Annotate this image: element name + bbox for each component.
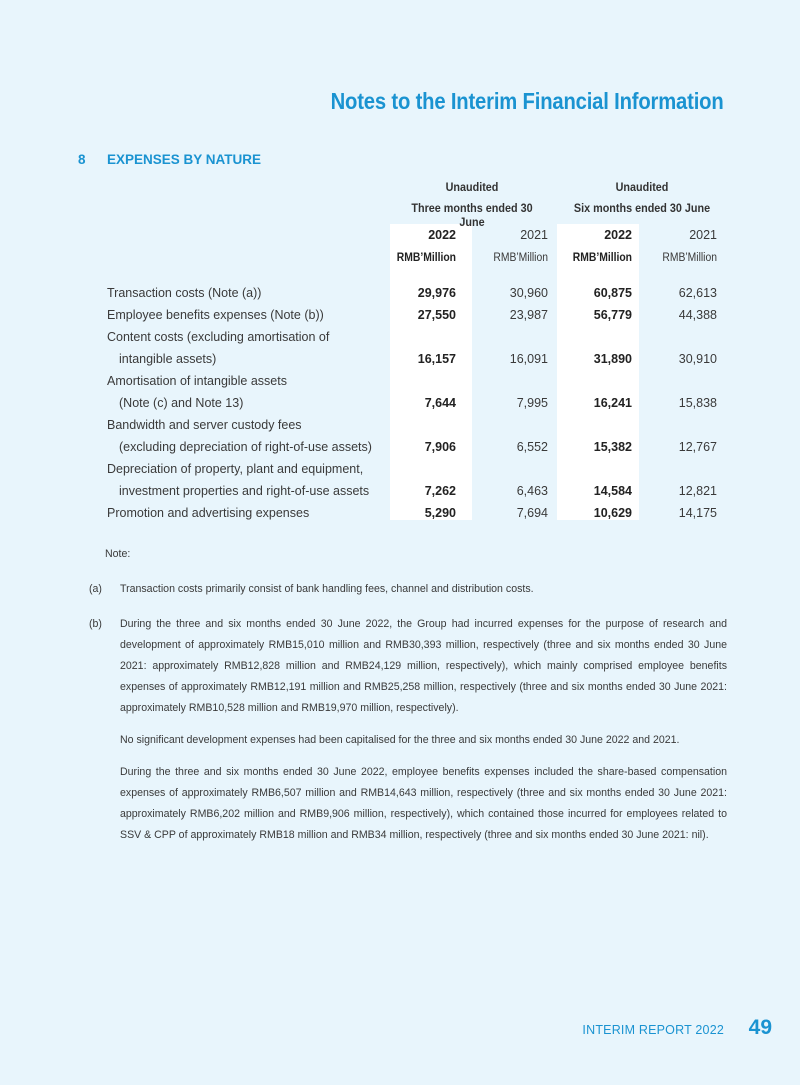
value-cell: 6,552 xyxy=(516,440,548,454)
section-number: 8 xyxy=(78,152,86,167)
group-header-three-months: Three months ended 30 June xyxy=(411,201,533,229)
unit-header: RMB’Million xyxy=(396,252,456,264)
table-row-continuation xyxy=(107,352,719,374)
table-row xyxy=(107,418,719,440)
value-cell: 7,906 xyxy=(424,440,456,454)
value-cell: 14,584 xyxy=(593,484,632,498)
value-cell: 56,779 xyxy=(593,308,632,322)
year-header: 2022 xyxy=(428,228,456,242)
table-row xyxy=(107,330,719,352)
group-header-row-1 xyxy=(107,180,719,201)
value-cell: 16,157 xyxy=(417,352,456,366)
year-header: 2021 xyxy=(689,228,717,242)
note-paragraph: During the three and six months ended 30 June 2022, employee benefits expenses included the share-based compensation expenses of approximately RMB6,507 million and RMB14,643 million, respectively (three and six months ended 30 June 2021: approximately RMB6,202 million and RMB9,906 million, respectively), which contained those incurred for employees related to SSV & CPP of approximately RMB18 million and RMB34 million, respectively (three and six months ended 30 June 2021: nil). xyxy=(120,766,727,841)
row-label: (Note (c) and Note 13) xyxy=(119,396,244,410)
value-cell: 16,241 xyxy=(593,396,632,410)
note-a xyxy=(89,579,727,600)
table-row xyxy=(107,506,719,528)
table-row-continuation xyxy=(107,484,719,506)
row-label: intangible assets) xyxy=(119,352,217,366)
section-title: EXPENSES BY NATURE xyxy=(107,152,262,167)
table-row xyxy=(107,374,719,396)
value-cell: 10,629 xyxy=(593,506,632,520)
value-cell: 7,694 xyxy=(516,506,548,520)
value-cell: 12,767 xyxy=(678,440,717,454)
value-cell: 30,910 xyxy=(678,352,717,366)
group-header-unaudited-three: Unaudited xyxy=(445,180,499,194)
value-cell: 7,995 xyxy=(516,396,548,410)
value-cell: 29,976 xyxy=(417,286,456,300)
value-cell: 16,091 xyxy=(509,352,548,366)
value-cell: 5,290 xyxy=(424,506,456,520)
page-title: Notes to the Interim Financial Information xyxy=(331,88,724,114)
value-cell: 27,550 xyxy=(417,308,456,322)
value-cell: 62,613 xyxy=(678,286,717,300)
value-cell: 15,838 xyxy=(678,396,717,410)
value-cell: 31,890 xyxy=(593,352,632,366)
year-header: 2022 xyxy=(604,228,632,242)
note-paragraph: During the three and six months ended 30 June 2022, the Group had incurred expenses for the purpose of research and development of approximately RMB15,010 million and RMB30,393 million, respectively (three and six months ended 30 June 2021: approximately RMB12,828 million and RMB24,129 million, respectively), which mainly comprised employee benefits expenses of approximately RMB12,191 million and RMB25,258 million, respectively (three and six months ended 30 June 2021: approximately RMB10,528 million and RMB19,970 million, respectively). xyxy=(120,618,727,714)
table-row xyxy=(107,462,719,484)
value-cell: 30,960 xyxy=(509,286,548,300)
notes-heading: Note: xyxy=(105,548,131,560)
year-header: 2021 xyxy=(520,228,548,242)
note-paragraph: No significant development expenses had been capitalised for the three and six months ended 30 June 2022 and 2021. xyxy=(120,734,680,746)
unit-header: RMB’Million xyxy=(662,252,717,264)
table-row-continuation xyxy=(107,440,719,462)
row-label: Depreciation of property, plant and equipment, xyxy=(107,462,364,476)
row-label: Promotion and advertising expenses xyxy=(107,506,310,520)
group-header-unaudited-six: Unaudited xyxy=(615,180,669,194)
table-row xyxy=(107,286,719,308)
value-cell: 12,821 xyxy=(678,484,717,498)
row-label: Employee benefits expenses (Note (b)) xyxy=(107,308,324,322)
value-cell: 7,644 xyxy=(424,396,456,410)
value-cell: 23,987 xyxy=(509,308,548,322)
value-cell: 14,175 xyxy=(678,506,717,520)
page-number: 49 xyxy=(748,1016,772,1039)
note-b xyxy=(89,614,727,846)
value-cell: 44,388 xyxy=(678,308,717,322)
section-heading xyxy=(78,152,261,167)
value-cell: 6,463 xyxy=(516,484,548,498)
group-header-six-months: Six months ended 30 June xyxy=(573,201,711,215)
row-label: Bandwidth and server custody fees xyxy=(107,418,302,432)
note-text: Transaction costs primarily consist of bank handling fees, channel and distribution costs. xyxy=(120,583,534,595)
footer-report-label: INTERIM REPORT 2022 xyxy=(582,1023,724,1037)
value-cell: 7,262 xyxy=(424,484,456,498)
row-label: Amortisation of intangible assets xyxy=(107,374,287,388)
row-label: investment properties and right-of-use assets xyxy=(119,484,370,498)
expenses-table xyxy=(107,180,719,528)
notes-section xyxy=(89,544,727,846)
unit-header: RMB’Million xyxy=(493,252,548,264)
group-header-row-2 xyxy=(107,201,719,228)
table-row-continuation xyxy=(107,396,719,418)
table-row xyxy=(107,308,719,330)
note-key: (a) xyxy=(89,583,102,595)
row-label: Content costs (excluding amortisation of xyxy=(107,330,330,344)
value-cell: 60,875 xyxy=(593,286,632,300)
row-label: (excluding depreciation of right-of-use assets) xyxy=(119,440,372,454)
year-header-row xyxy=(107,228,719,252)
note-key: (b) xyxy=(89,618,102,630)
value-cell: 15,382 xyxy=(593,440,632,454)
unit-header-row xyxy=(107,252,719,286)
unit-header: RMB’Million xyxy=(572,252,632,264)
row-label: Transaction costs (Note (a)) xyxy=(107,286,262,300)
